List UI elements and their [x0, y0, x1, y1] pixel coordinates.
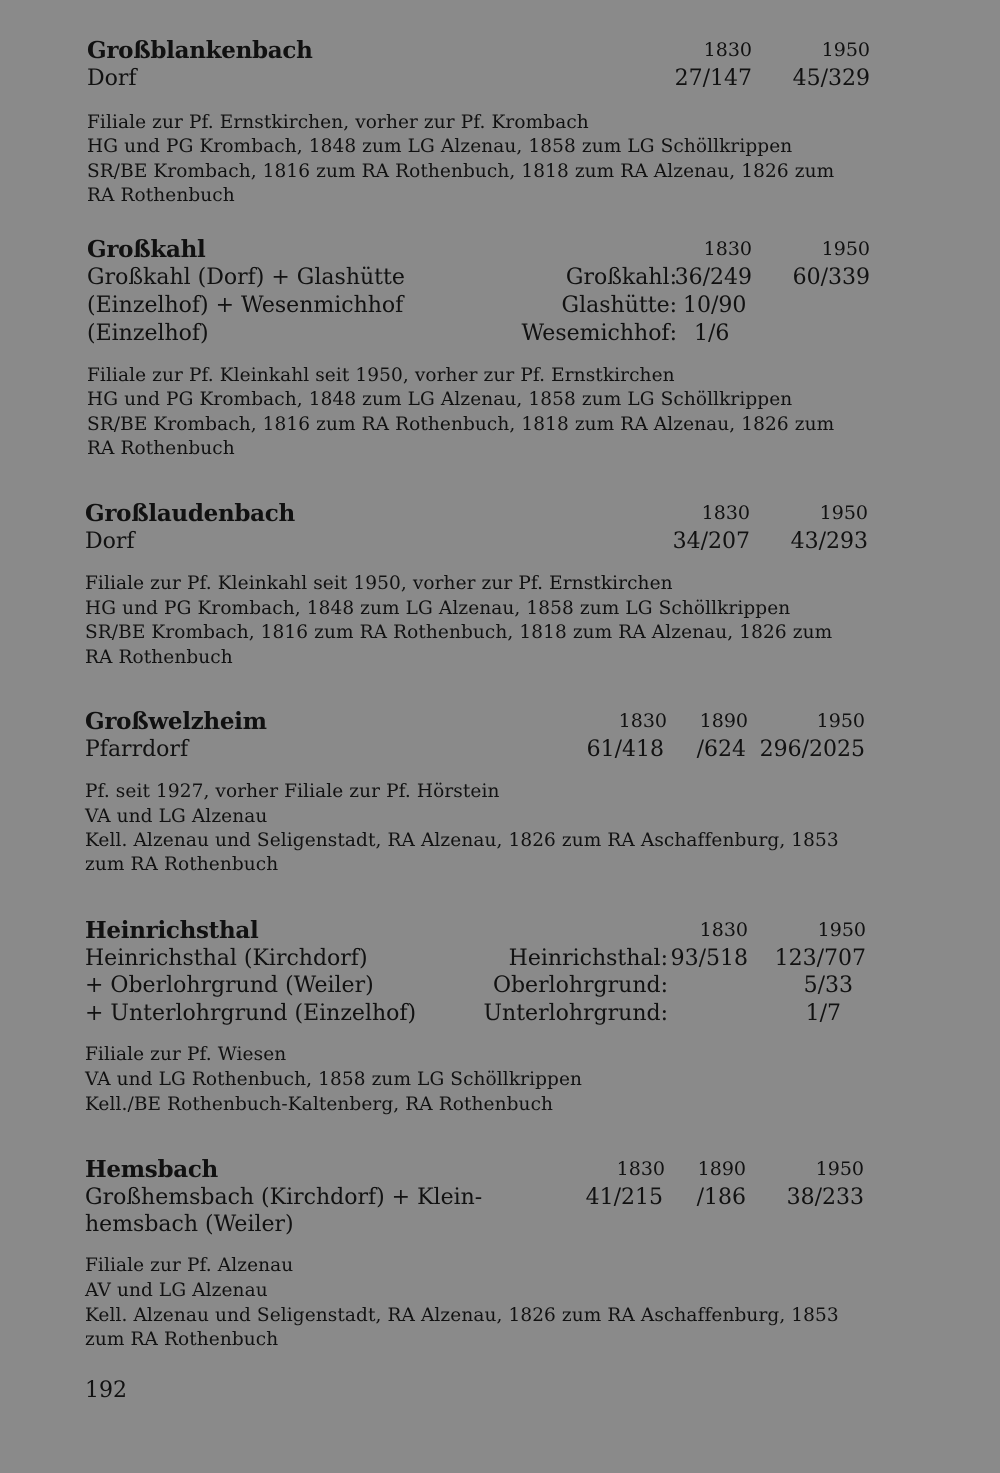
population-value: 38/233: [786, 1185, 864, 1210]
note-line: VA und LG Alzenau: [85, 806, 268, 827]
entry-line: Dorf: [87, 66, 137, 91]
note-line: Filiale zur Pf. Wiesen: [85, 1044, 287, 1065]
population-value: 1/7: [805, 1001, 841, 1026]
population-value: 36/249: [674, 265, 752, 290]
year-header: 1830: [699, 919, 748, 941]
entry-line: Pfarrdorf: [85, 737, 189, 762]
note-line: Filiale zur Pf. Ernstkirchen, vorher zur Pf. Krombach: [87, 112, 589, 133]
page-number: 192: [85, 1378, 127, 1403]
population-value: 43/293: [790, 529, 868, 554]
entry-line: + Oberlohrgrund (Weiler): [85, 973, 374, 998]
year-header: 1830: [618, 710, 667, 732]
note-line: AV und LG Alzenau: [85, 1280, 268, 1301]
population-value: 123/707: [774, 946, 866, 971]
entry-line: (Einzelhof): [87, 321, 209, 346]
population-value: 27/147: [674, 66, 752, 91]
year-header: 1890: [697, 1158, 746, 1180]
population-value: /186: [696, 1185, 746, 1210]
year-header: 1890: [699, 710, 748, 732]
population-value: 34/207: [672, 529, 750, 554]
entry-line: hemsbach (Weiler): [85, 1212, 294, 1237]
note-line: HG und PG Krombach, 1848 zum LG Alzenau, 1858 zum LG Schöllkrippen: [87, 389, 793, 410]
note-line: Filiale zur Pf. Kleinkahl seit 1950, vorher zur Pf. Ernstkirchen: [87, 365, 675, 386]
year-header: 1950: [821, 238, 870, 260]
note-line: HG und PG Krombach, 1848 zum LG Alzenau, 1858 zum LG Schöllkrippen: [85, 598, 791, 619]
locality-label: Großkahl:: [565, 265, 677, 290]
note-line: SR/BE Krombach, 1816 zum RA Rothenbuch, 1818 zum RA Alzenau, 1826 zum: [85, 622, 833, 643]
population-value: /624: [696, 737, 746, 762]
entry-line: Dorf: [85, 529, 135, 554]
population-value: 60/339: [792, 265, 870, 290]
population-value: 10/90: [683, 293, 747, 318]
note-line: RA Rothenbuch: [87, 438, 235, 459]
locality-label: Heinrichsthal:: [508, 946, 668, 971]
entry-line: + Unterlohrgrund (Einzelhof): [85, 1001, 417, 1026]
note-line: RA Rothenbuch: [87, 185, 235, 206]
note-line: Filiale zur Pf. Alzenau: [85, 1255, 294, 1276]
year-header: 1950: [819, 502, 868, 524]
year-header: 1830: [701, 502, 750, 524]
year-header: 1950: [817, 919, 866, 941]
note-line: HG und PG Krombach, 1848 zum LG Alzenau, 1858 zum LG Schöllkrippen: [87, 136, 793, 157]
population-value: 61/418: [586, 737, 664, 762]
locality-label: Oberlohrgrund:: [492, 973, 668, 998]
entry-line: Heinrichsthal (Kirchdorf): [85, 946, 368, 971]
entry-title: Großlaudenbach: [85, 500, 295, 527]
year-header: 1830: [616, 1158, 665, 1180]
year-header: 1950: [816, 710, 865, 732]
population-value: 5/33: [803, 973, 853, 998]
note-line: Kell./BE Rothenbuch-Kaltenberg, RA Rothenbuch: [85, 1094, 554, 1115]
note-line: RA Rothenbuch: [85, 647, 233, 668]
population-value: 296/2025: [759, 737, 865, 762]
year-header: 1830: [703, 39, 752, 61]
population-value: 41/215: [585, 1185, 663, 1210]
population-value: 93/518: [670, 946, 748, 971]
entry-title: Großwelzheim: [85, 708, 267, 735]
note-line: Pf. seit 1927, vorher Filiale zur Pf. Hörstein: [85, 781, 500, 802]
note-line: SR/BE Krombach, 1816 zum RA Rothenbuch, 1818 zum RA Alzenau, 1826 zum: [87, 414, 835, 435]
note-line: Filiale zur Pf. Kleinkahl seit 1950, vorher zur Pf. Ernstkirchen: [85, 573, 673, 594]
note-line: SR/BE Krombach, 1816 zum RA Rothenbuch, 1818 zum RA Alzenau, 1826 zum: [87, 161, 835, 182]
entry-title: Großblankenbach: [87, 37, 313, 64]
year-header: 1950: [815, 1158, 864, 1180]
entry-title: Großkahl: [87, 236, 206, 263]
year-header: 1830: [703, 238, 752, 260]
entry-title: Hemsbach: [85, 1156, 218, 1183]
population-value: 45/329: [792, 66, 870, 91]
entry-title: Heinrichsthal: [85, 917, 259, 944]
locality-label: Wesemichhof:: [521, 321, 677, 346]
note-line: Kell. Alzenau und Seligenstadt, RA Alzenau, 1826 zum RA Aschaffenburg, 1853: [85, 830, 839, 851]
note-line: zum RA Rothenbuch: [85, 854, 279, 875]
note-line: Kell. Alzenau und Seligenstadt, RA Alzenau, 1826 zum RA Aschaffenburg, 1853: [85, 1305, 839, 1326]
entry-line: Großhemsbach (Kirchdorf) + Klein-: [85, 1185, 483, 1210]
locality-label: Glashütte:: [561, 293, 677, 318]
note-line: zum RA Rothenbuch: [85, 1329, 279, 1350]
note-line: VA und LG Rothenbuch, 1858 zum LG Schöllkrippen: [85, 1069, 583, 1090]
locality-label: Unterlohrgrund:: [483, 1001, 668, 1026]
entry-line: (Einzelhof) + Wesenmichhof: [87, 293, 404, 318]
entry-line: Großkahl (Dorf) + Glashütte: [87, 265, 405, 290]
population-value: 1/6: [694, 321, 730, 346]
year-header: 1950: [821, 39, 870, 61]
